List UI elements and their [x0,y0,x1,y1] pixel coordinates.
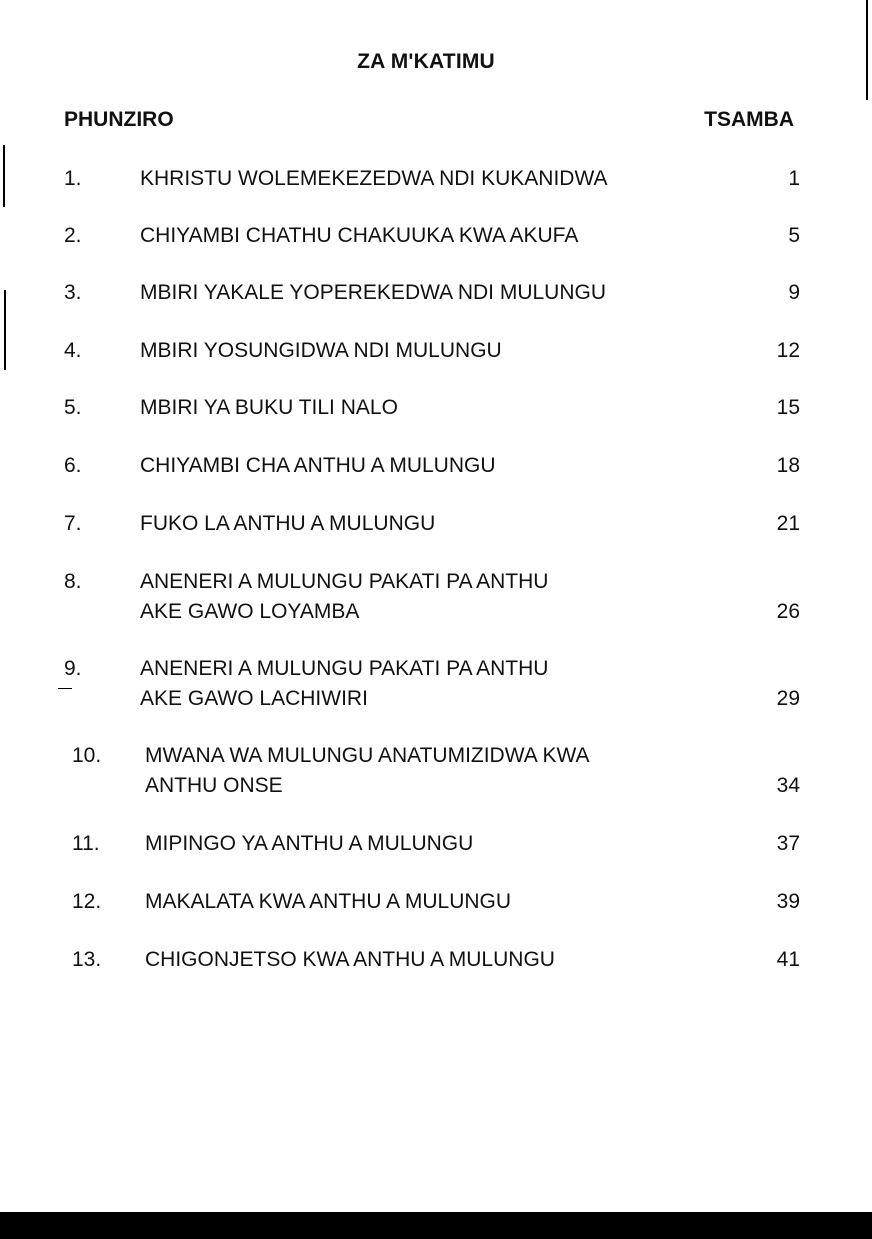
toc-entry-page: 29 [776,687,800,710]
scan-edge-mark-left-middle [4,290,6,370]
toc-entry-number: 9. [64,657,82,680]
toc-entry-page: 34 [776,774,800,797]
toc-entry-number: 11. [72,832,100,855]
toc-entry-title-line: MBIRI YA BUKU TILI NALO [140,396,398,419]
toc-entry-title [145,945,745,975]
toc-entry-number: 12. [72,890,102,913]
toc-entry-title [140,567,740,627]
column-header-lesson: PHUNZIRO [64,108,174,131]
toc-entry-title-line: MIPINGO YA ANTHU A MULUNGU [145,832,474,855]
toc-entry-page: 1 [788,167,800,190]
toc-entry-title [140,393,740,423]
toc-entry-number: 8. [64,570,82,593]
scan-edge-mark-left-top [3,145,5,207]
toc-entry-page: 39 [776,890,800,913]
toc-entry-title-line: CHIYAMBI CHATHU CHAKUUKA KWA AKUFA [140,224,579,247]
toc-entry-page: 41 [776,948,800,971]
scan-edge-mark-right [866,0,868,100]
toc-entry-number: 13. [72,948,102,971]
scan-bottom-bar [0,1212,872,1239]
toc-entry-title [140,221,740,251]
toc-entry-number: 10. [72,744,102,767]
toc-entry-page: 12 [776,339,800,362]
toc-entry-title-line: AKE GAWO LACHIWIRI [140,687,368,710]
toc-entry-title-line: MAKALATA KWA ANTHU A MULUNGU [145,890,512,913]
toc-entry-title [140,164,740,194]
toc-entry-title-line: MBIRI YAKALE YOPEREKEDWA NDI MULUNGU [140,281,606,304]
toc-entry-title-line: CHIGONJETSO KWA ANTHU A MULUNGU [145,948,555,971]
toc-entry-title-line: ANENERI A MULUNGU PAKATI PA ANTHU [140,657,549,680]
toc-entry-number: 2. [64,224,82,247]
toc-entry-page: 15 [776,396,800,419]
toc-entry-title [140,451,740,481]
toc-entry-number: 5. [64,396,82,419]
column-header-page: TSAMBA [704,108,794,131]
toc-entry-title [145,829,745,859]
toc-entry-title-line: MWANA WA MULUNGU ANATUMIZIDWA KWA [145,744,590,767]
toc-entry-title-line: CHIYAMBI CHA ANTHU A MULUNGU [140,454,496,477]
toc-entry-title-line: FUKO LA ANTHU A MULUNGU [140,512,436,535]
toc-entry-page: 37 [776,832,800,855]
toc-entry-title [140,336,740,366]
page-title: ZA M'KATIMU [357,50,495,73]
toc-entry-page: 18 [776,454,800,477]
toc-entry-number: 1. [64,167,82,190]
toc-entry-page: 5 [788,224,800,247]
toc-entry-title-line: MBIRI YOSUNGIDWA NDI MULUNGU [140,339,502,362]
toc-entry-page: 9 [788,281,800,304]
toc-entry-title-line: AKE GAWO LOYAMBA [140,600,360,623]
toc-entry-title [140,278,740,308]
toc-entry-title [145,887,745,917]
toc-entry-title-line: KHRISTU WOLEMEKEZEDWA NDI KUKANIDWA [140,167,608,190]
toc-entry-title [140,654,740,714]
toc-entry-number: 3. [64,281,82,304]
toc-entry-page: 26 [776,600,800,623]
toc-entry-title [140,509,740,539]
toc-entry-title-line: ANTHU ONSE [145,774,283,797]
toc-entry-title [145,741,745,801]
scan-speck [58,688,72,689]
toc-entry-number: 6. [64,454,82,477]
toc-entry-page: 21 [776,512,800,535]
toc-entry-number: 4. [64,339,82,362]
toc-entry-title-line: ANENERI A MULUNGU PAKATI PA ANTHU [140,570,549,593]
toc-entry-number: 7. [64,512,82,535]
